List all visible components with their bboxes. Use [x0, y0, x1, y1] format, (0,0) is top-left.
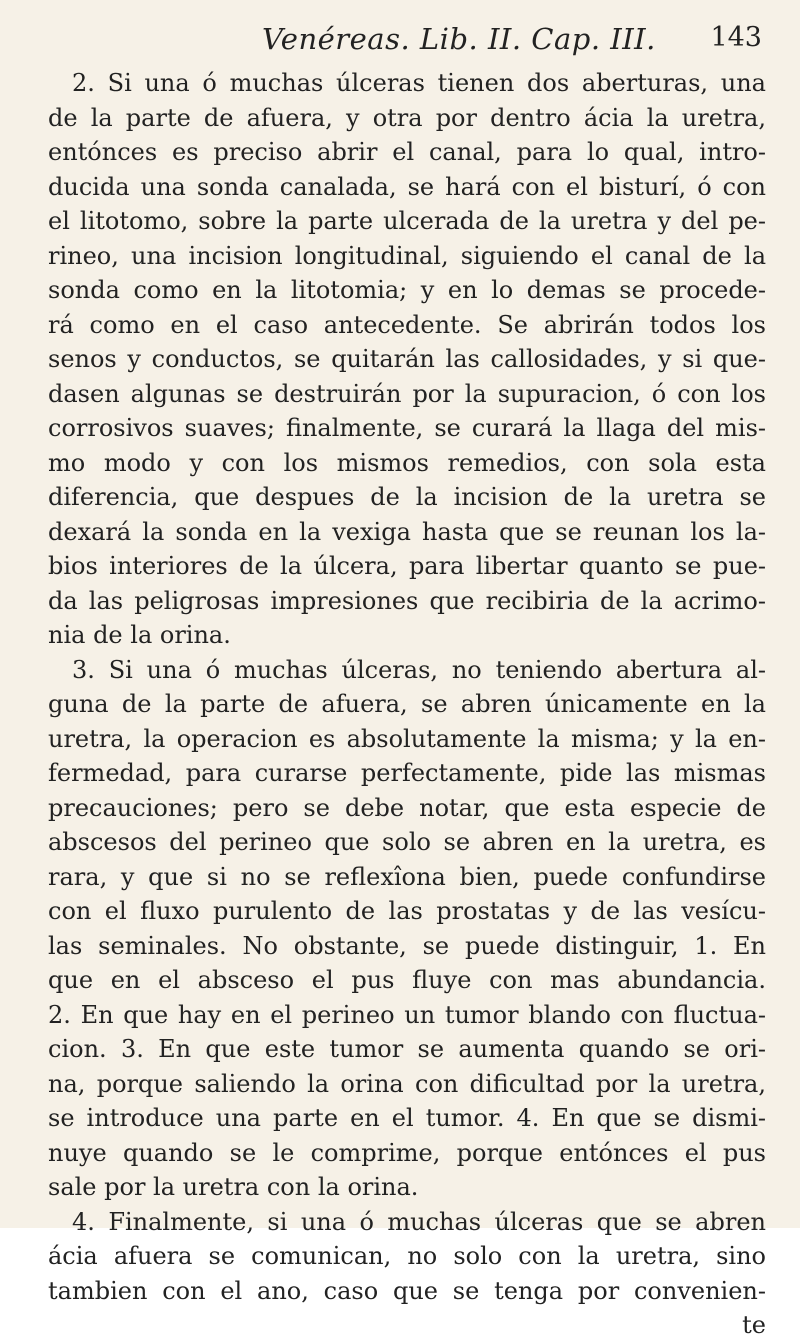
text-line: bios interiores de la úlcera, para libertar quanto se pue- — [48, 552, 766, 580]
page-header — [262, 22, 762, 62]
text-line: abscesos del perineo que solo se abren en la uretra, es — [48, 828, 766, 856]
text-line: sonda como en la litotomia; y en lo demas se procede- — [48, 276, 766, 304]
text-line: uretra, la operacion es absolutamente la misma; y la en- — [48, 724, 766, 753]
text-line: ducida una sonda canalada, se hará con el bisturí, ó con — [48, 172, 766, 201]
text-line: nia de la orina. — [48, 621, 231, 649]
text-line: 2. En que hay en el perineo un tumor blando con fluctua- — [48, 1000, 766, 1029]
text-line: entónces es preciso abrir el canal, para lo qual, intro- — [48, 138, 766, 166]
text-line: sale por la uretra con la orina. — [48, 1173, 419, 1201]
text-line: fermedad, para curarse perfectamente, pide las mismas — [48, 759, 766, 787]
text-line: 2. Si una ó muchas úlceras tienen dos aberturas, una — [72, 69, 766, 97]
text-line: 4. Finalmente, si una ó muchas úlceras que se abren — [72, 1207, 766, 1236]
text-line: de la parte de afuera, y otra por dentro ácia la uretra, — [48, 103, 766, 132]
text-line: tambien con el ano, caso que se tenga por convenien- — [48, 1276, 766, 1305]
catchword: te — [742, 1311, 766, 1339]
text-line: rara, y que si no se reflexîona bien, puede confundirse — [48, 862, 766, 891]
text-line: rá como en el caso antecedente. Se abrirán todos los — [48, 310, 766, 339]
text-line: diferencia, que despues de la incision de la uretra se — [48, 483, 766, 511]
text-line: 3. Si una ó muchas úlceras, no teniendo abertura al- — [72, 655, 766, 684]
body-text — [48, 66, 766, 1343]
text-line: con el fluxo purulento de las prostatas y de las vesícu- — [48, 897, 766, 925]
text-line: guna de la parte de afuera, se abren únicamente en la — [48, 690, 766, 718]
page-number: 143 — [710, 22, 762, 53]
text-line: las seminales. No obstante, se puede distinguir, 1. En — [48, 931, 766, 960]
running-head: Venéreas. Lib. II. Cap. III. — [262, 22, 656, 56]
text-line: se introduce una parte en el tumor. 4. En que se dismi- — [48, 1104, 766, 1132]
text-line: corrosivos suaves; finalmente, se curará la llaga del mis- — [48, 414, 766, 442]
text-line: el litotomo, sobre la parte ulcerada de la uretra y del pe- — [48, 207, 766, 235]
text-line: senos y conductos, se quitarán las callosidades, y si que- — [48, 345, 766, 373]
text-line: rineo, una incision longitudinal, siguiendo el canal de la — [48, 241, 766, 270]
text-line: na, porque saliendo la orina con dificultad por la uretra, — [48, 1069, 766, 1098]
text-line: precauciones; pero se debe notar, que esta especie de — [48, 793, 766, 822]
text-line: cion. 3. En que este tumor se aumenta quando se ori- — [48, 1035, 766, 1063]
text-line: que en el absceso el pus fluye con mas abundancia. — [48, 966, 766, 994]
text-line: dexará la sonda en la vexiga hasta que se reunan los la- — [48, 517, 766, 546]
text-line: mo modo y con los mismos remedios, con sola esta — [48, 448, 766, 477]
text-line: ácia afuera se comunican, no solo con la uretra, sino — [48, 1242, 766, 1270]
text-line: da las peligrosas impresiones que recibiria de la acrimo- — [48, 586, 766, 615]
text-line: dasen algunas se destruirán por la supuracion, ó con los — [48, 379, 766, 408]
text-line: nuye quando se le comprime, porque entónces el pus — [48, 1138, 766, 1167]
